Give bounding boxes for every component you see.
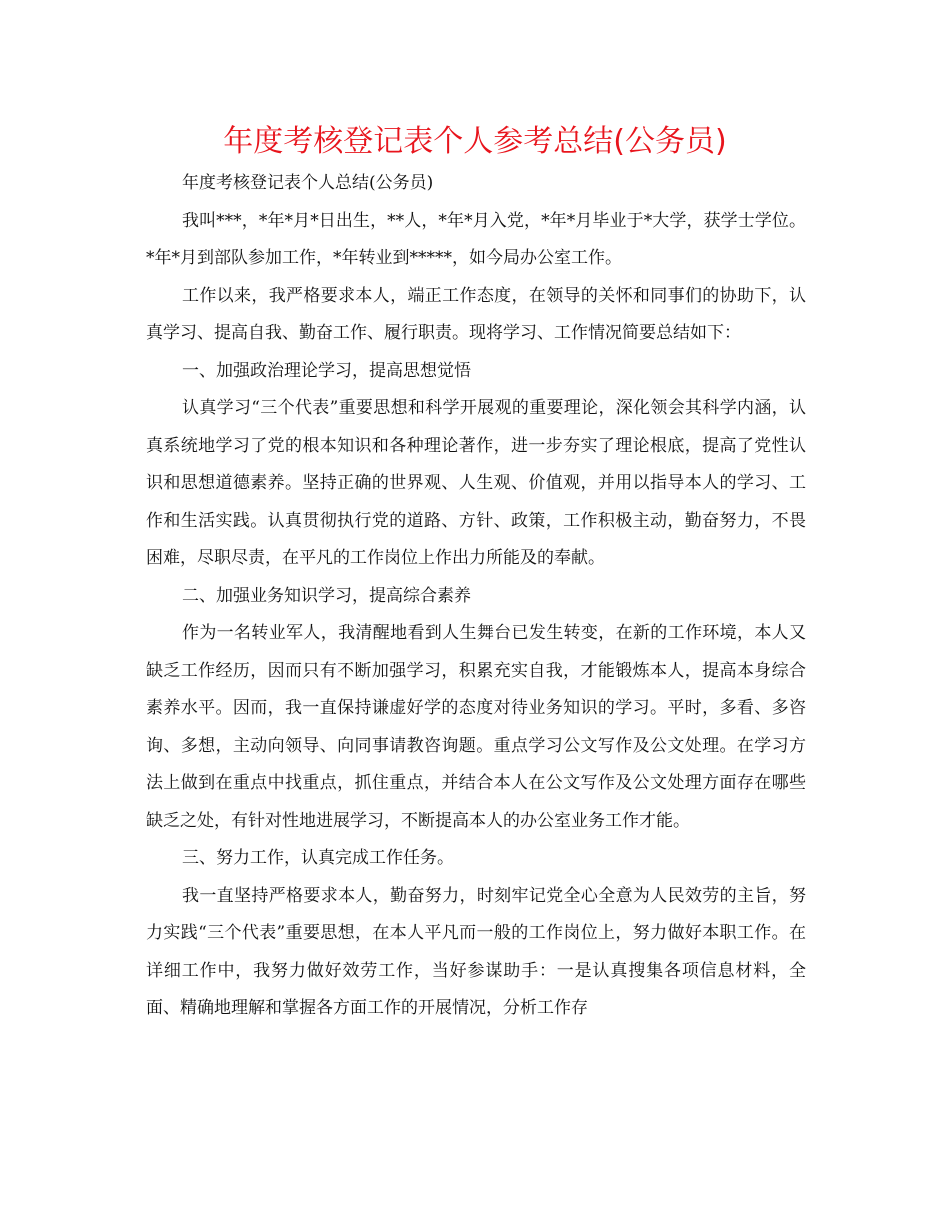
section-heading-2: 二、加强业务知识学习，提高综合素养 bbox=[182, 585, 471, 606]
section-body-2: 作为一名转业军人，我清醒地看到人生舞台已发生转变，在新的工作环境，本人又缺乏工作经历，因而只有不断加强学习，积累充实自我，才能锻炼本人，提高本身综合素养水平。因而，我一直保持谦虚好学的态度对待业务知识的学习。平时，多看、多咨询、多想，主动向领导、向同事请教咨询题。重点学习公文写作及公文处理。在学习方法上做到在重点中找重点，抓住重点，并结合本人在公文写作及公文处理方面存在哪些缺乏之处，有针对性地进展学习，不断提高本人的办公室业务工作才能。 bbox=[146, 623, 806, 831]
section-heading-3: 三、努力工作，认真完成工作任务。 bbox=[182, 848, 454, 868]
intro-paragraph: 我叫***，*年*月*日出生，**人，*年*月入党，*年*月毕业于*大学，获学士学位。*年*月到部队参加工作，*年转业到*****，如今局办公室工作。 bbox=[146, 210, 806, 268]
document-title: 年度考核登记表个人参考总结(公务员) bbox=[223, 124, 727, 159]
subtitle-paragraph: 年度考核登记表个人总结(公务员) bbox=[182, 173, 434, 193]
section-body-3: 我一直坚持严格要求本人，勤奋努力，时刻牢记党全心全意为人民效劳的主旨，努力实践“三个代表”重要思想，在本人平凡而一般的工作岗位上，努力做好本职工作。在详细工作中，我努力做好效劳工作，当好参谋助手：一是认真搜集各项信息材料，全面、精确地理解和掌握各方面工作的开展情况，分析工作存 bbox=[146, 885, 806, 1018]
document-body bbox=[146, 165, 806, 1028]
section-heading-1: 一、加强政治理论学习，提高思想觉悟 bbox=[182, 360, 471, 381]
section-body-1: 认真学习“三个代表”重要思想和科学开展观的重要理论，深化领会其科学内涵，认真系统地学习了党的根本知识和各种理论著作，进一步夯实了理论根底，提高了党性认识和思想道德素养。坚持正确的世界观、人生观、价值观，并用以指导本人的学习、工作和生活实践。认真贯彻执行党的道路、方针、政策，工作积极主动，勤奋努力，不畏困难，尽职尽责，在平凡的工作岗位上作出力所能及的奉献。 bbox=[146, 398, 806, 568]
overview-paragraph: 工作以来，我严格要求本人，端正工作态度，在领导的关怀和同事们的协助下，认真学习、提高自我、勤奋工作、履行职责。现将学习、工作情况简要总结如下： bbox=[146, 285, 806, 343]
